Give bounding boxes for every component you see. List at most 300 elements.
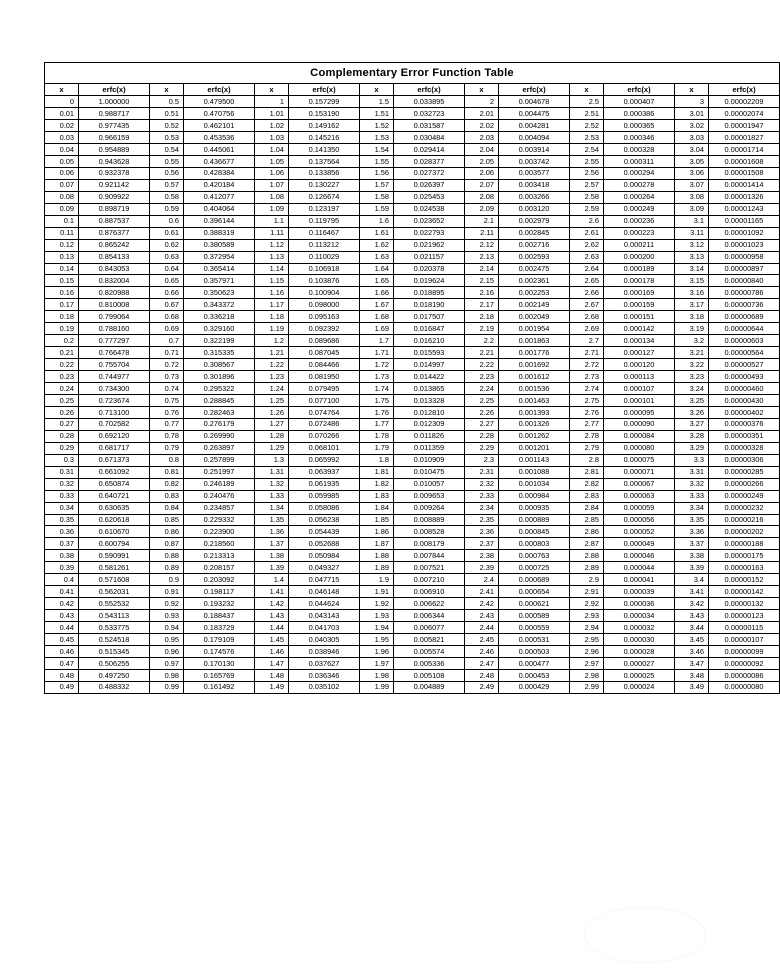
cell-erfc-value: 0.00000430 [709, 394, 780, 406]
cell-erfc-value: 0.068101 [289, 442, 360, 454]
cell-erfc-value: 0.072486 [289, 418, 360, 430]
cell-x-value: 1.02 [255, 120, 289, 132]
cell-x-value: 3.47 [675, 657, 709, 669]
cell-x-value: 3.41 [675, 586, 709, 598]
cell-x-value: 3.05 [675, 155, 709, 167]
cell-erfc-value: 0.014422 [394, 371, 465, 383]
cell-x-value: 2.6 [570, 215, 604, 227]
cell-erfc-value: 0.012810 [394, 406, 465, 418]
cell-erfc-value: 0.713100 [79, 406, 150, 418]
cell-x-value: 0.68 [150, 311, 184, 323]
cell-x-value: 1.74 [360, 383, 394, 395]
cell-erfc-value: 0.524518 [79, 634, 150, 646]
cell-x-value: 2.88 [570, 550, 604, 562]
cell-x-value: 0.5 [150, 96, 184, 108]
cell-x-value: 1.65 [360, 275, 394, 287]
cell-erfc-value: 0.089686 [289, 335, 360, 347]
cell-erfc-value: 0.037627 [289, 657, 360, 669]
cell-x-value: 0.15 [45, 275, 79, 287]
cell-x-value: 2.35 [465, 514, 499, 526]
cell-x-value: 2.13 [465, 251, 499, 263]
cell-erfc-value: 0.005336 [394, 657, 465, 669]
cell-erfc-value: 0.001776 [499, 347, 570, 359]
cell-erfc-value: 0.116467 [289, 227, 360, 239]
cell-x-value: 0.7 [150, 335, 184, 347]
table-row [45, 108, 780, 120]
cell-erfc-value: 0.329160 [184, 323, 255, 335]
cell-x-value: 0.24 [45, 383, 79, 395]
cell-x-value: 0.88 [150, 550, 184, 562]
cell-x-value: 0.51 [150, 108, 184, 120]
cell-erfc-value: 0.077100 [289, 394, 360, 406]
cell-x-value: 2.34 [465, 502, 499, 514]
cell-x-value: 2.63 [570, 251, 604, 263]
cell-x-value: 0.35 [45, 514, 79, 526]
cell-x-value: 0.18 [45, 311, 79, 323]
table-row [45, 526, 780, 538]
cell-erfc-value: 0.234857 [184, 502, 255, 514]
cell-erfc-value: 0.016847 [394, 323, 465, 335]
cell-x-value: 2.19 [465, 323, 499, 335]
cell-x-value: 0.36 [45, 526, 79, 538]
cell-erfc-value: 0.010475 [394, 466, 465, 478]
cell-x-value: 1.54 [360, 143, 394, 155]
cell-x-value: 2.4 [465, 574, 499, 586]
table-row [45, 430, 780, 442]
cell-erfc-value: 0.026397 [394, 179, 465, 191]
cell-x-value: 0.59 [150, 203, 184, 215]
cell-x-value: 0.92 [150, 598, 184, 610]
cell-x-value: 0.49 [45, 681, 79, 693]
cell-x-value: 0.75 [150, 394, 184, 406]
table-row [45, 562, 780, 574]
cell-erfc-value: 0.462101 [184, 120, 255, 132]
cell-x-value: 2.2 [465, 335, 499, 347]
cell-erfc-value: 0.198117 [184, 586, 255, 598]
cell-x-value: 3.44 [675, 622, 709, 634]
cell-x-value: 2.82 [570, 478, 604, 490]
cell-x-value: 0.72 [150, 359, 184, 371]
table-row [45, 574, 780, 586]
cell-x-value: 0.99 [150, 681, 184, 693]
cell-x-value: 1.25 [255, 394, 289, 406]
cell-x-value: 2.57 [570, 179, 604, 191]
cell-erfc-value: 0.003742 [499, 155, 570, 167]
cell-x-value: 3.33 [675, 490, 709, 502]
cell-x-value: 0.87 [150, 538, 184, 550]
cell-x-value: 0.21 [45, 347, 79, 359]
cell-erfc-value: 0.011359 [394, 442, 465, 454]
cell-erfc-value: 0.000063 [604, 490, 675, 502]
table-title: Complementary Error Function Table [44, 62, 780, 83]
cell-erfc-value: 0.295322 [184, 383, 255, 395]
cell-x-value: 2.78 [570, 430, 604, 442]
cell-erfc-value: 0.00000644 [709, 323, 780, 335]
cell-x-value: 2.54 [570, 143, 604, 155]
cell-erfc-value: 0.315335 [184, 347, 255, 359]
cell-erfc-value: 0.119795 [289, 215, 360, 227]
table-row [45, 418, 780, 430]
cell-x-value: 2.8 [570, 454, 604, 466]
cell-x-value: 2.41 [465, 586, 499, 598]
table-row [45, 383, 780, 395]
cell-erfc-value: 0.000236 [604, 215, 675, 227]
cell-erfc-value: 0.00000092 [709, 657, 780, 669]
cell-erfc-value: 0.058086 [289, 502, 360, 514]
cell-x-value: 1.01 [255, 108, 289, 120]
cell-x-value: 1.31 [255, 466, 289, 478]
cell-x-value: 3.26 [675, 406, 709, 418]
cell-x-value: 1.47 [255, 657, 289, 669]
cell-x-value: 0.11 [45, 227, 79, 239]
cell-erfc-value: 0.357971 [184, 275, 255, 287]
cell-x-value: 2.99 [570, 681, 604, 693]
cell-x-value: 1.94 [360, 622, 394, 634]
cell-erfc-value: 0.00000328 [709, 442, 780, 454]
cell-erfc-value: 0.092392 [289, 323, 360, 335]
table-row [45, 538, 780, 550]
cell-erfc-value: 0.436677 [184, 155, 255, 167]
cell-erfc-value: 0.515345 [79, 646, 150, 658]
cell-x-value: 2.91 [570, 586, 604, 598]
cell-x-value: 0.69 [150, 323, 184, 335]
cell-erfc-value: 0.002149 [499, 299, 570, 311]
cell-erfc-value: 0.007844 [394, 550, 465, 562]
cell-erfc-value: 0.00000115 [709, 622, 780, 634]
cell-erfc-value: 0.052688 [289, 538, 360, 550]
table-row [45, 634, 780, 646]
cell-x-value: 0.96 [150, 646, 184, 658]
cell-x-value: 3.35 [675, 514, 709, 526]
cell-x-value: 2.85 [570, 514, 604, 526]
cell-erfc-value: 0.021157 [394, 251, 465, 263]
table-row [45, 490, 780, 502]
cell-x-value: 2.18 [465, 311, 499, 323]
cell-erfc-value: 0.744977 [79, 371, 150, 383]
cell-erfc-value: 0.000889 [499, 514, 570, 526]
cell-x-value: 1.79 [360, 442, 394, 454]
cell-erfc-value: 0.977435 [79, 120, 150, 132]
cell-erfc-value: 0.00000689 [709, 311, 780, 323]
cell-x-value: 3.04 [675, 143, 709, 155]
cell-erfc-value: 0.00000216 [709, 514, 780, 526]
cell-x-value: 0.8 [150, 454, 184, 466]
cell-x-value: 2.76 [570, 406, 604, 418]
cell-x-value: 0.02 [45, 120, 79, 132]
cell-erfc-value: 0.00001414 [709, 179, 780, 191]
cell-erfc-value: 0.00000897 [709, 263, 780, 275]
cell-erfc-value: 0.016210 [394, 335, 465, 347]
cell-x-value: 2.89 [570, 562, 604, 574]
cell-erfc-value: 0.000142 [604, 323, 675, 335]
cell-erfc-value: 0.095163 [289, 311, 360, 323]
cell-x-value: 0.01 [45, 108, 79, 120]
table-row [45, 371, 780, 383]
cell-erfc-value: 0.420184 [184, 179, 255, 191]
cell-erfc-value: 0.061935 [289, 478, 360, 490]
table-row [45, 502, 780, 514]
cell-erfc-value: 0.000032 [604, 622, 675, 634]
cell-x-value: 2.39 [465, 562, 499, 574]
cell-erfc-value: 0.282463 [184, 406, 255, 418]
cell-x-value: 0.47 [45, 657, 79, 669]
cell-erfc-value: 0.388319 [184, 227, 255, 239]
cell-erfc-value: 0.610670 [79, 526, 150, 538]
cell-x-value: 2.07 [465, 179, 499, 191]
cell-erfc-value: 0.246189 [184, 478, 255, 490]
cell-x-value: 3.31 [675, 466, 709, 478]
cell-x-value: 1.72 [360, 359, 394, 371]
cell-erfc-value: 0.001692 [499, 359, 570, 371]
cell-x-value: 1.11 [255, 227, 289, 239]
cell-erfc-value: 0.000159 [604, 299, 675, 311]
cell-erfc-value: 0.581261 [79, 562, 150, 574]
cell-erfc-value: 0.000107 [604, 383, 675, 395]
cell-x-value: 2.21 [465, 347, 499, 359]
cell-x-value: 1.62 [360, 239, 394, 251]
cell-erfc-value: 0.00000163 [709, 562, 780, 574]
cell-x-value: 2.12 [465, 239, 499, 251]
cell-erfc-value: 0.113212 [289, 239, 360, 251]
cell-x-value: 2.92 [570, 598, 604, 610]
cell-erfc-value: 0.001034 [499, 478, 570, 490]
cell-erfc-value: 0.00000132 [709, 598, 780, 610]
cell-x-value: 2.31 [465, 466, 499, 478]
header-cell-erfc: erfc(x) [709, 84, 780, 96]
cell-x-value: 3.21 [675, 347, 709, 359]
cell-x-value: 0.81 [150, 466, 184, 478]
cell-erfc-value: 0.165769 [184, 669, 255, 681]
cell-x-value: 0.97 [150, 657, 184, 669]
cell-erfc-value: 0.497250 [79, 669, 150, 681]
cell-erfc-value: 0.000311 [604, 155, 675, 167]
cell-erfc-value: 0.755704 [79, 359, 150, 371]
cell-x-value: 2.17 [465, 299, 499, 311]
cell-x-value: 2.02 [465, 120, 499, 132]
cell-x-value: 2.86 [570, 526, 604, 538]
cell-erfc-value: 0.00000285 [709, 466, 780, 478]
cell-erfc-value: 0.188437 [184, 610, 255, 622]
cell-erfc-value: 0.036346 [289, 669, 360, 681]
cell-erfc-value: 0.019624 [394, 275, 465, 287]
cell-x-value: 1.56 [360, 167, 394, 179]
cell-erfc-value: 0.001326 [499, 418, 570, 430]
cell-x-value: 2.14 [465, 263, 499, 275]
cell-x-value: 1.61 [360, 227, 394, 239]
cell-x-value: 0.3 [45, 454, 79, 466]
cell-x-value: 1.36 [255, 526, 289, 538]
cell-erfc-value: 0.00000107 [709, 634, 780, 646]
cell-erfc-value: 0.002475 [499, 263, 570, 275]
cell-erfc-value: 0.029414 [394, 143, 465, 155]
cell-erfc-value: 0.005108 [394, 669, 465, 681]
cell-x-value: 0.06 [45, 167, 79, 179]
cell-erfc-value: 0.000278 [604, 179, 675, 191]
cell-x-value: 3.07 [675, 179, 709, 191]
cell-x-value: 0.31 [45, 466, 79, 478]
cell-x-value: 1.07 [255, 179, 289, 191]
cell-erfc-value: 0.007521 [394, 562, 465, 574]
cell-x-value: 0.19 [45, 323, 79, 335]
cell-x-value: 3.1 [675, 215, 709, 227]
cell-x-value: 0.98 [150, 669, 184, 681]
cell-erfc-value: 0.223900 [184, 526, 255, 538]
cell-erfc-value: 0.00000086 [709, 669, 780, 681]
cell-erfc-value: 0.001262 [499, 430, 570, 442]
cell-x-value: 1.64 [360, 263, 394, 275]
cell-erfc-value: 0.041703 [289, 622, 360, 634]
cell-x-value: 2.87 [570, 538, 604, 550]
table-row [45, 646, 780, 658]
cell-x-value: 1.43 [255, 610, 289, 622]
cell-x-value: 3.36 [675, 526, 709, 538]
cell-erfc-value: 0.046148 [289, 586, 360, 598]
cell-erfc-value: 0.788160 [79, 323, 150, 335]
cell-erfc-value: 0.157299 [289, 96, 360, 108]
cell-x-value: 1.35 [255, 514, 289, 526]
cell-erfc-value: 0.571608 [79, 574, 150, 586]
cell-erfc-value: 0.084466 [289, 359, 360, 371]
cell-x-value: 2.16 [465, 287, 499, 299]
cell-x-value: 0.76 [150, 406, 184, 418]
cell-erfc-value: 0.002253 [499, 287, 570, 299]
cell-erfc-value: 0.025453 [394, 191, 465, 203]
table-body [45, 96, 780, 694]
cell-erfc-value: 0.898719 [79, 203, 150, 215]
cell-erfc-value: 0.030484 [394, 132, 465, 144]
cell-x-value: 2.68 [570, 311, 604, 323]
cell-erfc-value: 0.000294 [604, 167, 675, 179]
cell-erfc-value: 0.630635 [79, 502, 150, 514]
cell-erfc-value: 0.562031 [79, 586, 150, 598]
cell-x-value: 1.41 [255, 586, 289, 598]
cell-erfc-value: 0.000407 [604, 96, 675, 108]
cell-erfc-value: 0.000052 [604, 526, 675, 538]
cell-erfc-value: 0.014997 [394, 359, 465, 371]
cell-x-value: 0.58 [150, 191, 184, 203]
cell-x-value: 1 [255, 96, 289, 108]
cell-erfc-value: 0.000477 [499, 657, 570, 669]
cell-x-value: 1.85 [360, 514, 394, 526]
cell-erfc-value: 0.179109 [184, 634, 255, 646]
cell-x-value: 3.38 [675, 550, 709, 562]
cell-erfc-value: 0.552532 [79, 598, 150, 610]
cell-erfc-value: 0.00000080 [709, 681, 780, 693]
cell-erfc-value: 0.00000175 [709, 550, 780, 562]
cell-x-value: 2.22 [465, 359, 499, 371]
header-cell-x: x [465, 84, 499, 96]
cell-erfc-value: 0.854133 [79, 251, 150, 263]
cell-erfc-value: 0.661092 [79, 466, 150, 478]
cell-x-value: 2.81 [570, 466, 604, 478]
cell-erfc-value: 0.000039 [604, 586, 675, 598]
cell-x-value: 3.02 [675, 120, 709, 132]
cell-erfc-value: 0.028377 [394, 155, 465, 167]
cell-erfc-value: 0.000200 [604, 251, 675, 263]
table-row [45, 120, 780, 132]
cell-x-value: 0.37 [45, 538, 79, 550]
cell-x-value: 1.86 [360, 526, 394, 538]
cell-erfc-value: 0.000056 [604, 514, 675, 526]
cell-x-value: 0.08 [45, 191, 79, 203]
cell-x-value: 1.58 [360, 191, 394, 203]
cell-erfc-value: 0.193232 [184, 598, 255, 610]
table-row [45, 263, 780, 275]
cell-x-value: 3.27 [675, 418, 709, 430]
cell-x-value: 2.01 [465, 108, 499, 120]
table-row [45, 299, 780, 311]
cell-x-value: 1.27 [255, 418, 289, 430]
cell-x-value: 2.64 [570, 263, 604, 275]
cell-x-value: 1.7 [360, 335, 394, 347]
cell-erfc-value: 0.820988 [79, 287, 150, 299]
cell-erfc-value: 0.000025 [604, 669, 675, 681]
cell-x-value: 1.73 [360, 371, 394, 383]
cell-x-value: 0.93 [150, 610, 184, 622]
cell-erfc-value: 0.988717 [79, 108, 150, 120]
cell-erfc-value: 0.396144 [184, 215, 255, 227]
cell-x-value: 1.03 [255, 132, 289, 144]
cell-erfc-value: 0.063937 [289, 466, 360, 478]
table-row [45, 132, 780, 144]
cell-x-value: 1.29 [255, 442, 289, 454]
cell-erfc-value: 0.149162 [289, 120, 360, 132]
cell-erfc-value: 0.000024 [604, 681, 675, 693]
cell-x-value: 3.48 [675, 669, 709, 681]
cell-x-value: 0.43 [45, 610, 79, 622]
cell-x-value: 3.14 [675, 263, 709, 275]
cell-erfc-value: 0.000169 [604, 287, 675, 299]
cell-erfc-value: 0.600794 [79, 538, 150, 550]
cell-erfc-value: 0.909922 [79, 191, 150, 203]
cell-erfc-value: 0.009653 [394, 490, 465, 502]
cell-erfc-value: 0.170130 [184, 657, 255, 669]
table-row [45, 275, 780, 287]
cell-erfc-value: 0.365414 [184, 263, 255, 275]
cell-x-value: 1.3 [255, 454, 289, 466]
cell-erfc-value: 0.966159 [79, 132, 150, 144]
cell-erfc-value: 0.00001608 [709, 155, 780, 167]
cell-erfc-value: 0.000453 [499, 669, 570, 681]
cell-x-value: 2.56 [570, 167, 604, 179]
cell-x-value: 0.6 [150, 215, 184, 227]
cell-erfc-value: 0.777297 [79, 335, 150, 347]
cell-erfc-value: 0.054439 [289, 526, 360, 538]
cell-erfc-value: 0.00002074 [709, 108, 780, 120]
cell-erfc-value: 0.229332 [184, 514, 255, 526]
cell-x-value: 0.03 [45, 132, 79, 144]
cell-erfc-value: 0.001954 [499, 323, 570, 335]
cell-x-value: 2.75 [570, 394, 604, 406]
cell-x-value: 2.42 [465, 598, 499, 610]
cell-x-value: 1.4 [255, 574, 289, 586]
cell-erfc-value: 0.470756 [184, 108, 255, 120]
table-row [45, 454, 780, 466]
cell-x-value: 0.33 [45, 490, 79, 502]
cell-erfc-value: 0.00000402 [709, 406, 780, 418]
header-cell-erfc: erfc(x) [394, 84, 465, 96]
cell-x-value: 2.65 [570, 275, 604, 287]
cell-erfc-value: 0.00000249 [709, 490, 780, 502]
cell-x-value: 1.26 [255, 406, 289, 418]
cell-erfc-value: 0.161492 [184, 681, 255, 693]
cell-erfc-value: 0.047715 [289, 574, 360, 586]
cell-x-value: 0.71 [150, 347, 184, 359]
cell-erfc-value: 0.008179 [394, 538, 465, 550]
cell-x-value: 3.28 [675, 430, 709, 442]
cell-erfc-value: 0.640721 [79, 490, 150, 502]
cell-erfc-value: 0.000028 [604, 646, 675, 658]
